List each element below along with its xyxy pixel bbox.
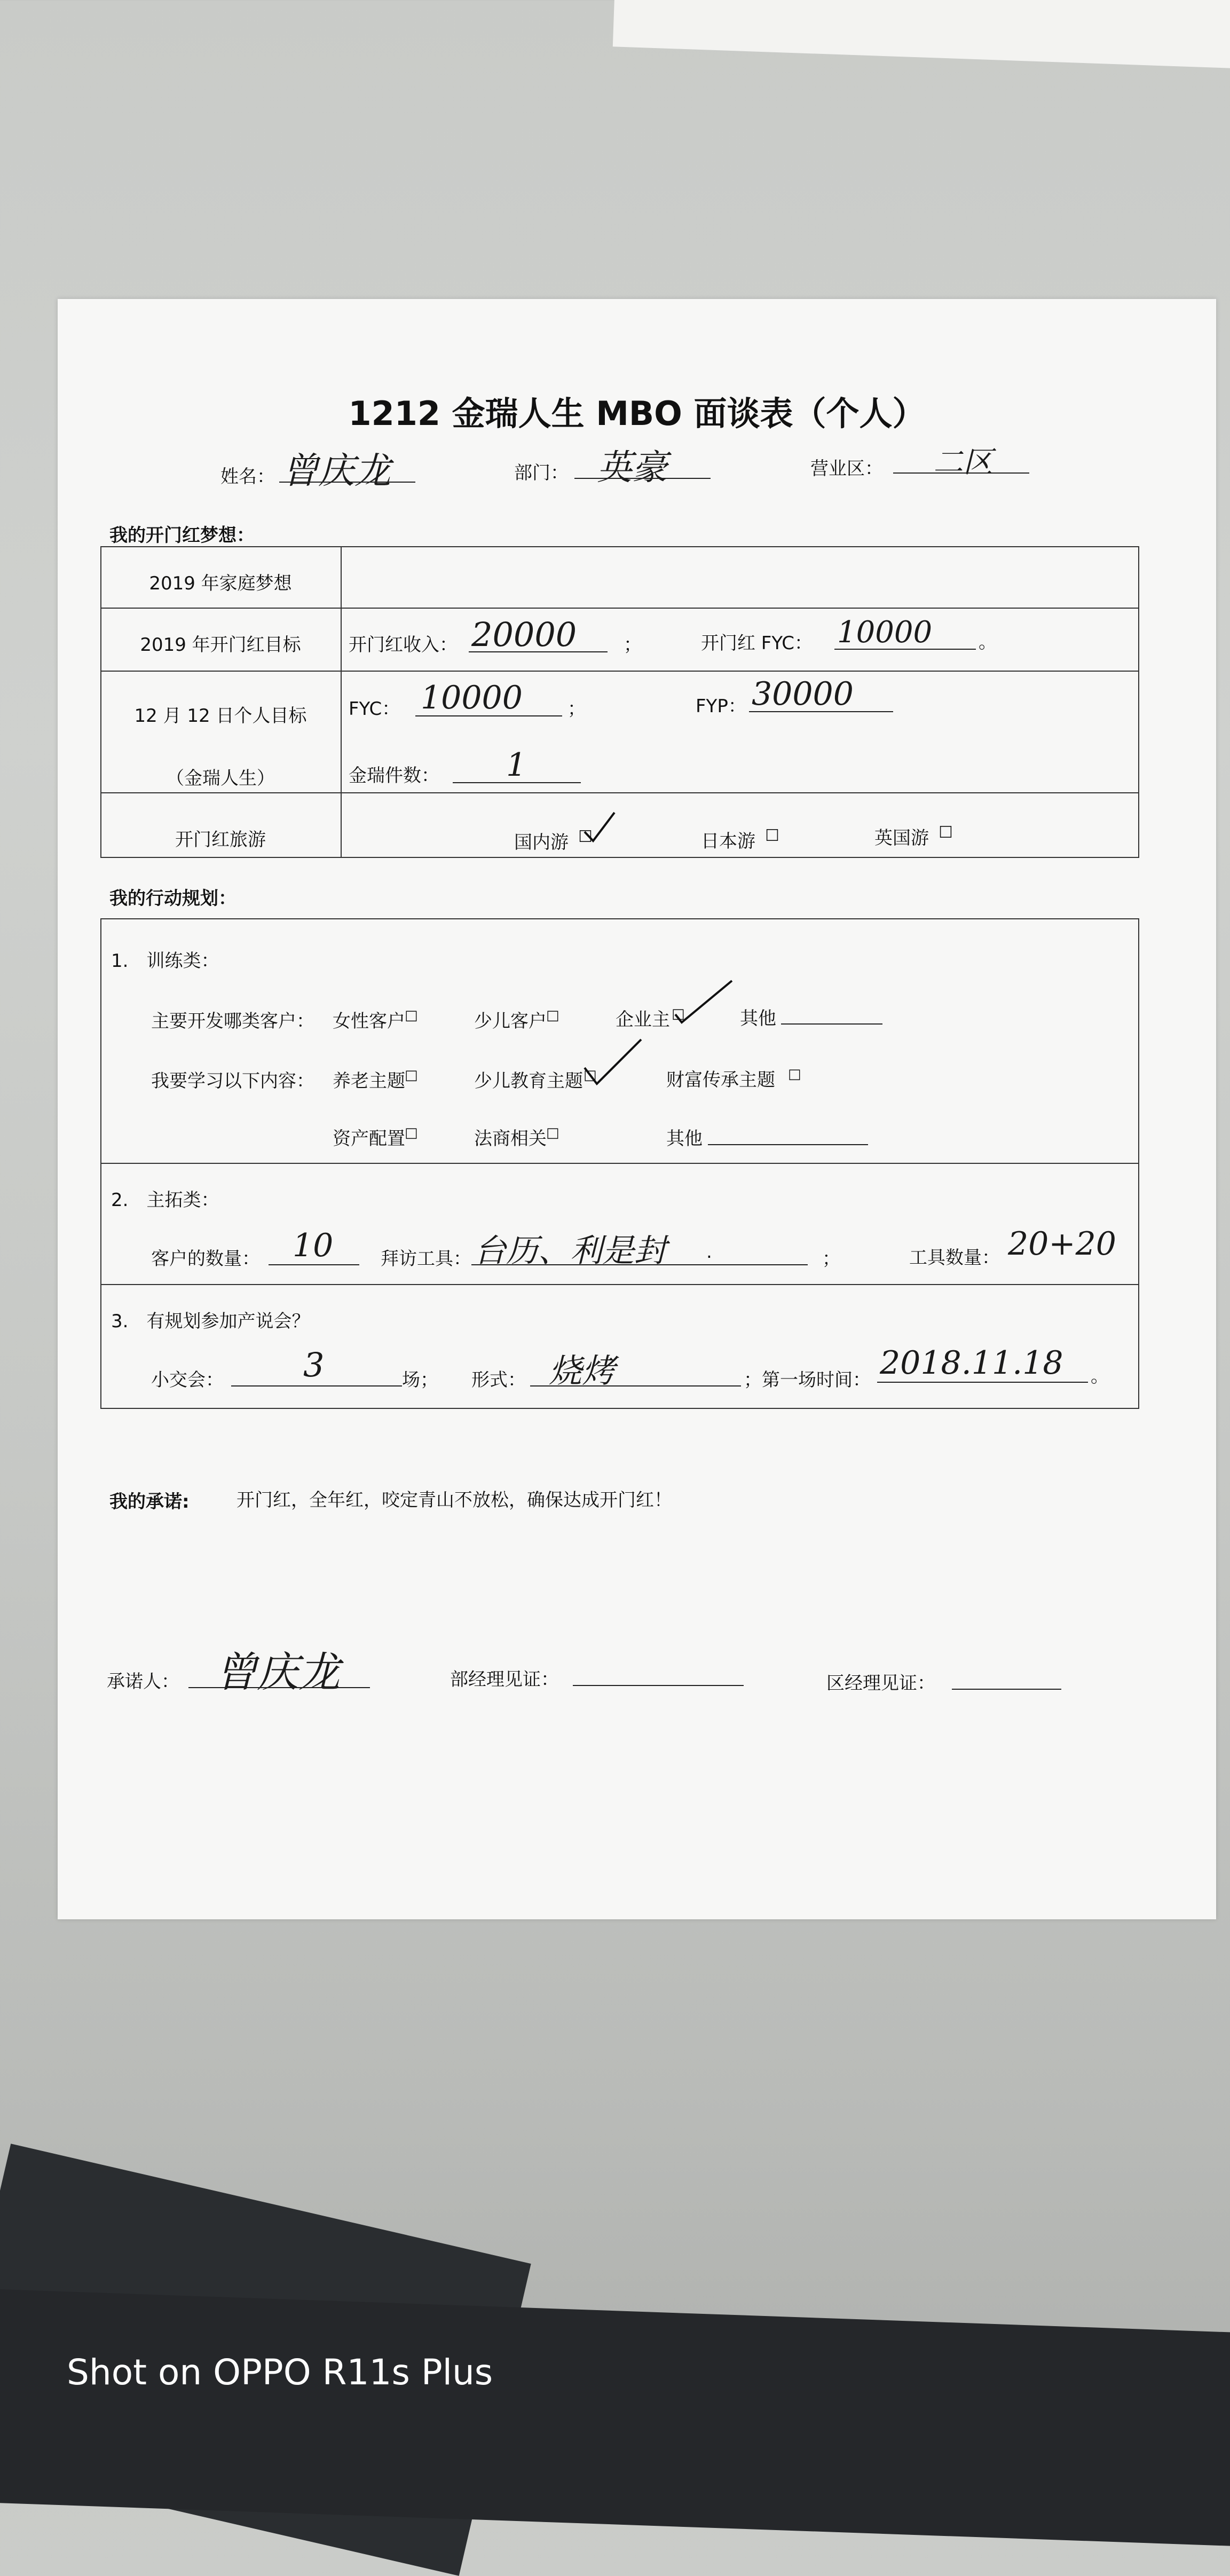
area-label: 营业区： bbox=[810, 458, 883, 479]
checkbox-child-edu[interactable]: □ bbox=[584, 1067, 597, 1083]
cust-count-label: 客户的数量： bbox=[151, 1248, 260, 1270]
learn-label: 我要学习以下内容： bbox=[151, 1070, 314, 1092]
first-time-label: ；第一场时间： bbox=[744, 1369, 871, 1391]
mbo-form-sheet bbox=[58, 299, 1216, 1919]
form-title: 1212 金瑞人生 MBO 面谈表（个人） bbox=[348, 394, 926, 433]
checkbox-domestic[interactable]: ☐ bbox=[578, 828, 593, 846]
plan3-label: 3. 有规划参加产说会？ bbox=[111, 1311, 310, 1332]
checkbox-uk[interactable]: ☐ bbox=[939, 823, 953, 842]
checkbox-law[interactable]: □ bbox=[546, 1125, 559, 1141]
tool-dot: . bbox=[706, 1241, 712, 1263]
dept-label: 部门： bbox=[514, 462, 569, 484]
travel-domestic: 国内游 bbox=[514, 832, 569, 853]
background-paper-corner bbox=[613, 0, 1230, 71]
opt-asset: 资产配置 bbox=[333, 1128, 405, 1149]
camera-watermark: Shot on OPPO R11s Plus bbox=[67, 2352, 493, 2393]
fyc-value: 10000 bbox=[421, 679, 523, 716]
checkbox-wealth[interactable]: □ bbox=[788, 1066, 801, 1082]
jr-count-value: 1 bbox=[506, 746, 527, 784]
check-mark-icon bbox=[674, 980, 733, 1025]
row-personal-goal-line1: 12 月 12 日个人目标 bbox=[134, 705, 307, 727]
opt-law: 法商相关 bbox=[474, 1128, 547, 1149]
cust-count-value: 10 bbox=[293, 1227, 334, 1264]
form-label: 形式： bbox=[471, 1369, 526, 1391]
small-meeting-value: 3 bbox=[303, 1345, 325, 1384]
opt-pension: 养老主题 bbox=[333, 1070, 405, 1092]
kmh-fyc-value: 10000 bbox=[837, 615, 933, 650]
area-mgr-label: 区经理见证： bbox=[826, 1673, 935, 1694]
row-kmh-goal: 2019 年开门红目标 bbox=[140, 634, 301, 656]
checkbox-female[interactable]: □ bbox=[405, 1007, 418, 1023]
table-divider bbox=[341, 546, 342, 857]
semicolon: ； bbox=[822, 1248, 840, 1270]
form-value: 烧烤 bbox=[549, 1351, 616, 1390]
area-value: 二区 bbox=[933, 445, 993, 480]
tool-label: 拜访工具： bbox=[381, 1248, 471, 1270]
promiser-label: 承诺人： bbox=[107, 1671, 179, 1692]
check-mark-icon bbox=[584, 1038, 642, 1086]
period: 。 bbox=[979, 632, 997, 653]
opt-other: 其他 bbox=[740, 1008, 776, 1029]
semicolon: ； bbox=[624, 634, 642, 656]
fyc-label: FYC： bbox=[349, 698, 400, 720]
row-personal-goal-line2: （金瑞人生） bbox=[166, 768, 275, 789]
jr-count-label: 金瑞件数： bbox=[349, 765, 439, 786]
period: 。 bbox=[1091, 1366, 1109, 1387]
promise-label: 我的承诺: bbox=[109, 1491, 190, 1512]
dept-underline bbox=[574, 478, 711, 479]
travel-uk: 英国游 bbox=[874, 828, 929, 849]
customers-label: 主要开发哪类客户： bbox=[151, 1011, 314, 1032]
promiser-signature: 曾庆龙 bbox=[215, 1649, 341, 1697]
opt-female: 女性客户 bbox=[333, 1011, 405, 1032]
checkbox-asset[interactable]: □ bbox=[405, 1125, 418, 1141]
name-label: 姓名： bbox=[220, 466, 275, 487]
promise-text: 开门红，全年红，咬定青山不放松，确保达成开门红！ bbox=[236, 1490, 672, 1511]
row-family-dream: 2019 年家庭梦想 bbox=[149, 573, 292, 594]
tool-value: 台历、利是封 bbox=[474, 1232, 666, 1270]
travel-japan: 日本游 bbox=[701, 831, 755, 852]
dept-mgr-label: 部经理见证： bbox=[450, 1669, 559, 1690]
check-mark-icon bbox=[584, 812, 616, 844]
opt-owner: 企业主 bbox=[616, 1009, 670, 1030]
plan2-label: 2. 主拓类： bbox=[111, 1189, 219, 1211]
area-underline bbox=[893, 472, 1029, 474]
tool-qty-value: 20+20 bbox=[1008, 1225, 1116, 1263]
fyp-label: FYP： bbox=[696, 696, 746, 717]
section2-heading: 我的行动规划： bbox=[109, 888, 236, 909]
dept-value: 英豪 bbox=[597, 447, 667, 488]
small-meeting-label: 小交会： bbox=[151, 1369, 224, 1391]
opt-wealth: 财富传承主题 bbox=[666, 1069, 775, 1091]
checkbox-child[interactable]: □ bbox=[546, 1007, 559, 1023]
opt-other2: 其他 bbox=[666, 1128, 703, 1149]
checkbox-pension[interactable]: □ bbox=[405, 1067, 418, 1083]
kmh-fyc-label: 开门红 FYC： bbox=[701, 633, 813, 654]
row-kmh-travel: 开门红旅游 bbox=[175, 829, 266, 850]
fyp-value: 30000 bbox=[752, 675, 854, 713]
semicolon: ； bbox=[567, 698, 586, 720]
checkbox-japan[interactable]: ☐ bbox=[765, 826, 779, 845]
name-underline bbox=[279, 482, 415, 483]
section1-heading: 我的开门红梦想： bbox=[109, 525, 255, 546]
kmh-income-label: 开门红收入： bbox=[349, 634, 458, 656]
plan1-label: 1. 训练类： bbox=[111, 950, 219, 972]
meeting-unit: 场； bbox=[402, 1369, 438, 1391]
opt-child-edu: 少儿教育主题 bbox=[474, 1070, 583, 1092]
opt-child: 少儿客户 bbox=[474, 1011, 547, 1032]
first-time-value: 2018.11.18 bbox=[880, 1344, 1063, 1382]
name-value: 曾庆龙 bbox=[282, 450, 391, 492]
tool-qty-label: 工具数量： bbox=[909, 1247, 1000, 1269]
checkbox-owner[interactable]: □ bbox=[672, 1006, 685, 1022]
kmh-income-value: 20000 bbox=[471, 615, 577, 654]
